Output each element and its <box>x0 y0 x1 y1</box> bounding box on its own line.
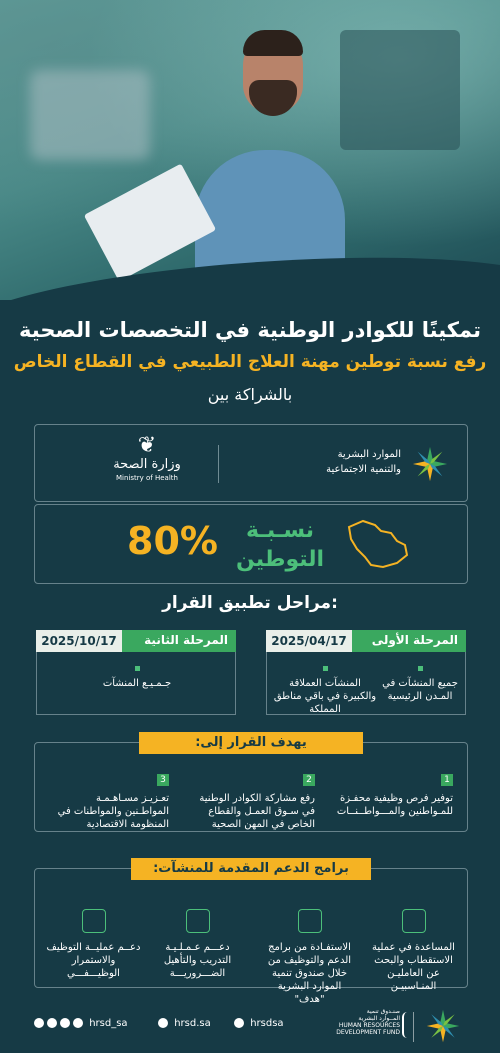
goal-text: رفع مشاركة الكوادر الوطنية في سـوق العمـل والقطاع الخاص في المهن الصحية <box>199 793 315 830</box>
support-box-icon <box>298 909 322 933</box>
title-block <box>0 315 500 409</box>
support-text: دعـــم عـمـلـيـة التدريب والتأهيل الضـــروريـــة <box>163 942 232 979</box>
partners-box <box>34 424 468 502</box>
stages-title: مراحل تطبيق القرار: <box>162 593 338 613</box>
localization-box <box>34 504 468 584</box>
bullet-icon <box>418 666 423 671</box>
goal-text: تعـزيـز مسـاهـمـة المواطـنين والمواطنات في المنظومة الاقتصادية <box>57 793 169 830</box>
youtube-handle-text: hrsdsa <box>250 1018 284 1029</box>
goal-item <box>185 773 315 831</box>
support-item <box>262 909 357 1006</box>
localization-label-line1: نسـبـة <box>245 518 314 543</box>
globe-icon <box>158 1018 168 1028</box>
stage-two-item <box>97 666 177 690</box>
main-title: تمكينًا للكوادر الوطنية في التخصصات الصحية <box>19 318 481 342</box>
stage-one-header <box>266 630 466 652</box>
youtube-icon <box>234 1018 244 1028</box>
youtube-handle[interactable] <box>234 1018 284 1029</box>
support-text: دعــم عمليــة التوظيف والاستمرار الوظيـــفـــي <box>46 942 141 979</box>
moh-name-english: Ministry of Health <box>116 474 178 482</box>
goal-item <box>333 773 453 818</box>
physiotherapist-hair <box>243 30 303 56</box>
stage-one <box>266 630 466 716</box>
hrdf-mark-icon <box>402 1012 412 1038</box>
recruitment-icon <box>402 909 426 933</box>
goal-text: توفير فرص وظيفية محفـزة للمـواطنين والمـــواطــنــات <box>336 793 453 817</box>
stage-one-item-text: جميع المنشآت في المـدن الرئيسية <box>382 678 458 702</box>
hrdf-name-line2: المــوارد البشرية <box>358 1015 400 1022</box>
support-title: برامج الدعم المقدمة للمنشآت: <box>131 858 371 880</box>
goals-title: يهدف القرار إلى: <box>139 732 363 754</box>
hrsd-star-icon <box>425 1008 461 1044</box>
blurred-equipment <box>30 70 150 160</box>
support-item <box>150 909 245 980</box>
linkedin-icon <box>47 1018 57 1028</box>
moh-logo <box>97 435 197 495</box>
stage-two-item-text: جـمـيـع المنشآت <box>102 678 172 689</box>
goal-number: 3 <box>157 774 169 786</box>
clinic-equipment <box>340 30 460 150</box>
stage-two-date: 2025/10/17 <box>36 630 122 652</box>
social-handle[interactable] <box>34 1018 128 1029</box>
localization-label-line2: التوطين <box>235 547 325 572</box>
hrsd-logo <box>249 439 449 489</box>
support-text: المساعدة في عملية الاستقطاب والبحث عن العامليـن المنـاسبيـن <box>372 942 455 992</box>
training-icon <box>186 909 210 933</box>
stage-two <box>36 630 236 716</box>
hrdf-name-line4: DEVELOPMENT FUND <box>336 1029 400 1036</box>
support-item <box>46 909 141 980</box>
goals-panel <box>34 735 468 832</box>
social-handle-text: hrsd_sa <box>89 1018 128 1029</box>
instagram-icon <box>73 1018 83 1028</box>
x-icon <box>34 1018 44 1028</box>
support-item <box>366 909 461 993</box>
saudi-map-icon <box>341 515 411 573</box>
hrdf-logo <box>330 1008 400 1048</box>
stage-one-name: المرحلة الأولى <box>371 633 458 647</box>
goal-number: 2 <box>303 774 315 786</box>
website-link[interactable] <box>158 1018 211 1029</box>
hrdf-name-line1: صنـدوق تنمية <box>366 1008 400 1015</box>
footer <box>0 1000 500 1053</box>
localization-percent: 80% <box>127 519 218 563</box>
hrsd-star-icon <box>411 445 449 483</box>
stage-one-item-text: المنشآت العملاقة والكبيرة في باقي مناطق المملكة <box>273 678 377 715</box>
moh-name-arabic: وزارة الصحة <box>113 457 181 472</box>
employment-icon <box>82 909 106 933</box>
hero-image <box>0 0 500 300</box>
footer-divider <box>413 1012 414 1042</box>
hrsd-name-line2: والتنمية الاجتماعية <box>326 464 401 475</box>
hrsd-name-line1: الموارد البشرية <box>337 449 401 460</box>
stage-two-name: المرحلة الثانية <box>144 633 228 647</box>
website-text: hrsd.sa <box>174 1018 211 1029</box>
stage-one-body <box>266 652 466 715</box>
stage-one-item <box>273 666 377 716</box>
partners-divider <box>218 445 219 483</box>
facebook-icon <box>60 1018 70 1028</box>
bullet-icon <box>323 666 328 671</box>
partnership-label: بالشراكة بين <box>207 385 293 404</box>
goal-number: 1 <box>441 774 453 786</box>
stage-one-item <box>381 666 459 703</box>
goal-item <box>49 773 169 831</box>
palm-swords-emblem-icon: ❦ <box>137 433 157 458</box>
stage-two-body <box>36 652 236 715</box>
support-panel <box>34 861 468 1005</box>
support-text: الاستفـادة من برامج الدعم والتوظيف من خلال صندوق تنمية الموارد البشرية "هدف" <box>267 942 352 1005</box>
subtitle: رفع نسبة توطين مهنة العلاج الطبيعي في القطاع الخاص <box>13 352 487 372</box>
stage-one-date: 2025/04/17 <box>266 630 352 652</box>
stage-two-header <box>36 630 236 652</box>
bullet-icon <box>135 666 140 671</box>
hrdf-name-line3: HUMAN RESOURCES <box>338 1022 400 1029</box>
